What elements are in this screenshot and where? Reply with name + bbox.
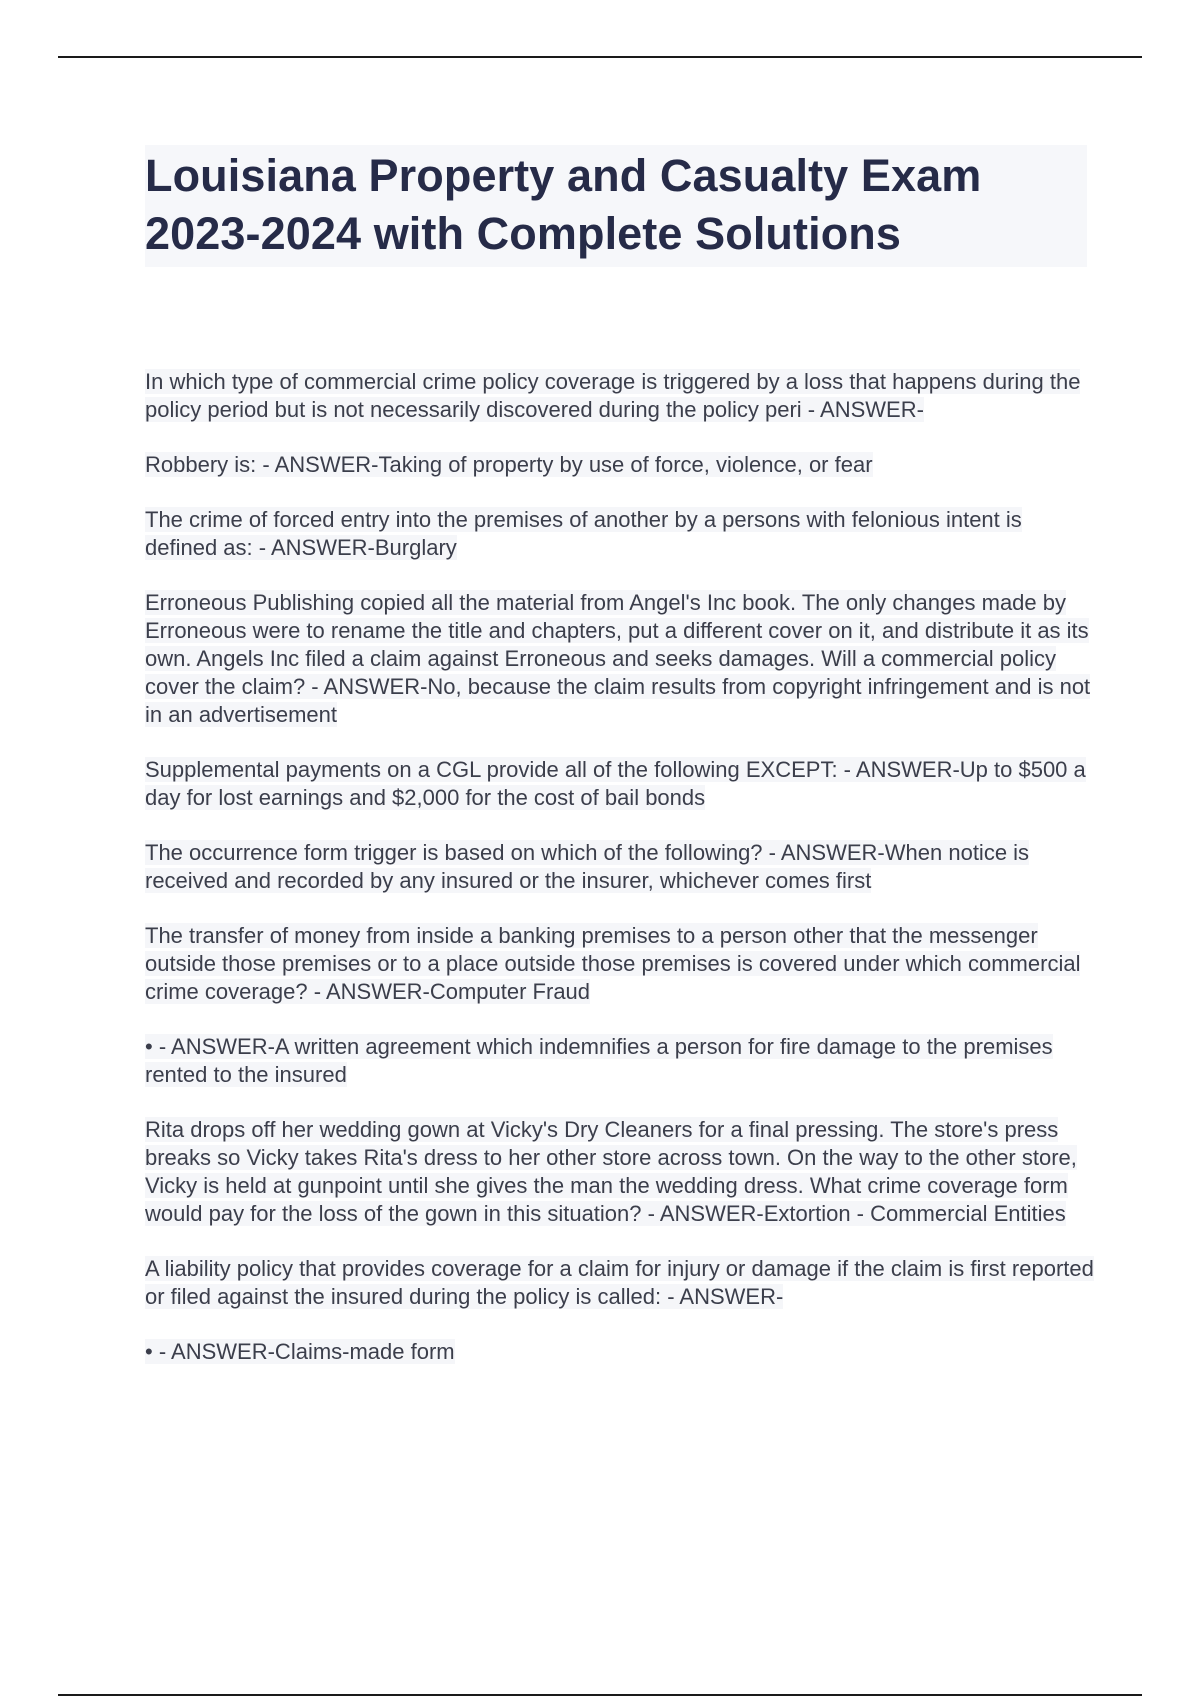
qa-text: The crime of forced entry into the premises of another by a persons with felonious intent is defined as: - ANSWER-Burglary <box>145 507 1022 560</box>
qa-item <box>145 368 1095 424</box>
qa-item <box>145 922 1095 1006</box>
qa-text: • - ANSWER-Claims-made form <box>145 1339 455 1364</box>
qa-list <box>145 368 1095 1393</box>
qa-item <box>145 589 1095 729</box>
qa-text: In which type of commercial crime policy coverage is triggered by a loss that happens during the policy period but is not necessarily discovered during the policy peri - ANSWER- <box>145 369 1081 422</box>
qa-item <box>145 756 1095 812</box>
document-title: Louisiana Property and Casualty Exam 2023-2024 with Complete Solutions <box>145 150 982 259</box>
qa-item <box>145 1338 1095 1366</box>
qa-text: Supplemental payments on a CGL provide all of the following EXCEPT: - ANSWER-Up to $500 a day for lost earnings and $2,000 for the cost of bail bonds <box>145 757 1086 810</box>
qa-text: • - ANSWER-A written agreement which indemnifies a person for fire damage to the premises rented to the insured <box>145 1034 1053 1087</box>
bottom-rule <box>58 1694 1142 1696</box>
qa-item <box>145 839 1095 895</box>
top-rule <box>58 56 1142 58</box>
qa-text: Rita drops off her wedding gown at Vicky's Dry Cleaners for a final pressing. The store's press breaks so Vicky takes Rita's dress to her other store across town. On the way to the other store, Vicky is held at gunpoint until she gives the man the wedding dress. What crime coverage form would pay for the loss of the gown in this situation? - ANSWER-Extortion - Commercial Entities <box>145 1117 1077 1226</box>
qa-text: Robbery is: - ANSWER-Taking of property by use of force, violence, or fear <box>145 452 873 477</box>
qa-item <box>145 1255 1095 1311</box>
qa-text: The transfer of money from inside a banking premises to a person other that the messenger outside those premises or to a place outside those premises is covered under which commercial crime coverage? - ANSWER-Computer Fraud <box>145 923 1081 1004</box>
title-block <box>145 145 1087 267</box>
qa-item <box>145 1033 1095 1089</box>
qa-item <box>145 451 1095 479</box>
qa-item <box>145 506 1095 562</box>
qa-text: Erroneous Publishing copied all the material from Angel's Inc book. The only changes made by Erroneous were to rename the title and chapters, put a different cover on it, and distribute it as its own. Angels Inc filed a claim against Erroneous and seeks damages. Will a commercial policy cover the claim? - ANSWER-No, because the claim results from copyright infringement and is not in an advertisement <box>145 590 1091 727</box>
qa-text: A liability policy that provides coverage for a claim for injury or damage if the claim is first reported or filed against the insured during the policy is called: - ANSWER- <box>145 1256 1094 1309</box>
qa-item <box>145 1116 1095 1228</box>
qa-text: The occurrence form trigger is based on which of the following? - ANSWER-When notice is received and recorded by any insured or the insurer, whichever comes first <box>145 840 1030 893</box>
